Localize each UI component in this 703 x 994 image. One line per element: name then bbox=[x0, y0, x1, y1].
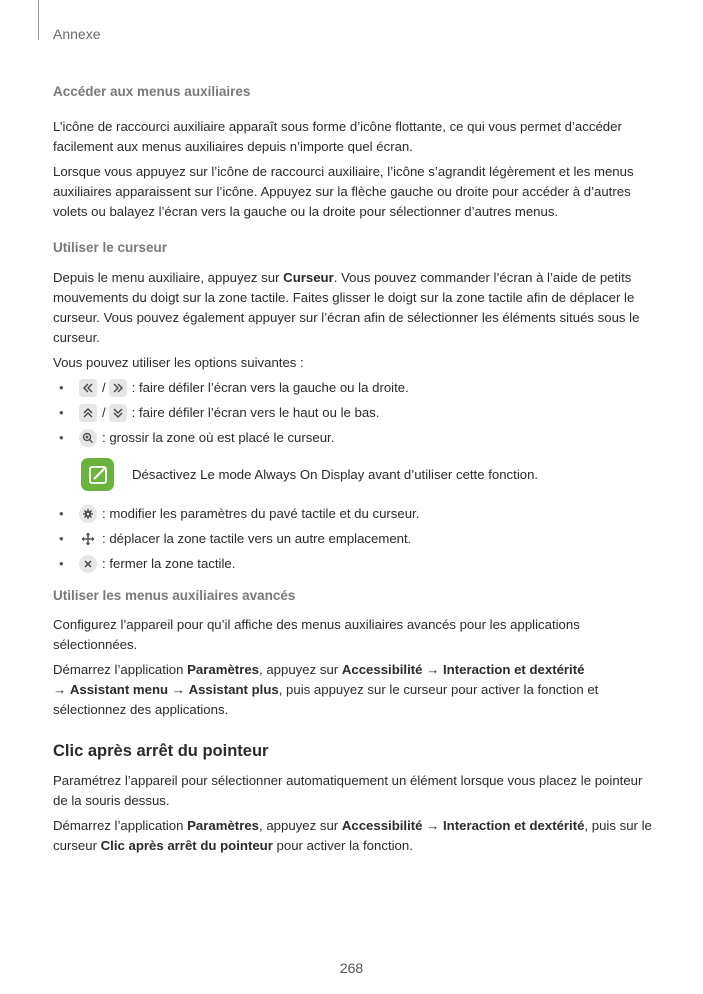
text: pour activer la fonction. bbox=[272, 838, 413, 853]
move-icon bbox=[79, 530, 97, 548]
right-arrows-icon bbox=[109, 379, 127, 397]
list-item-text: : faire défiler l’écran vers la gauche ou la droite. bbox=[131, 380, 409, 395]
note-icon bbox=[81, 458, 114, 491]
list-item bbox=[53, 403, 653, 423]
bold-term: Paramètres bbox=[187, 818, 259, 833]
arrow: → bbox=[53, 682, 70, 697]
paragraph bbox=[53, 816, 653, 856]
list-item bbox=[53, 529, 653, 549]
list-item bbox=[53, 378, 653, 398]
text: , appuyez sur bbox=[259, 818, 342, 833]
bullet: • bbox=[59, 506, 64, 521]
bold-term: Interaction et dextérité bbox=[443, 662, 585, 677]
paragraph: L’icône de raccourci auxiliaire apparaît sous forme d’icône flottante, ce qui vous permet d’accéder facilement aux menus auxiliaires depuis n’importe quel écran. bbox=[53, 119, 622, 154]
text: . Vous pouvez commander l’écran à l’aide de petits mouvements du doigt sur la zone tactile. Faites glisser le doigt sur la zone tactile afin de déplacer le curseur. Vous pouvez également appuyer sur l’écran afin de sélectionner les éléments situés sous le curseur. bbox=[53, 270, 640, 345]
bullet: • bbox=[59, 531, 64, 546]
arrow: → bbox=[168, 682, 189, 697]
list-item-text: : grossir la zone où est placé le curseur. bbox=[102, 430, 335, 445]
paragraph bbox=[53, 660, 653, 720]
close-icon bbox=[79, 555, 97, 573]
list-item-text: : déplacer la zone tactile vers un autre emplacement. bbox=[102, 531, 412, 546]
margin-rule bbox=[38, 0, 39, 40]
paragraph bbox=[53, 268, 653, 348]
note-text: Désactivez Le mode Always On Display avant d’utiliser cette fonction. bbox=[132, 466, 539, 482]
bold-term: Assistant plus bbox=[188, 682, 279, 697]
page-content bbox=[53, 84, 653, 856]
gear-icon bbox=[79, 505, 97, 523]
text: Depuis le menu auxiliaire, appuyez sur bbox=[53, 270, 284, 285]
page-header: Annexe bbox=[53, 26, 101, 42]
page-number: 268 bbox=[339, 960, 364, 976]
up-arrows-icon bbox=[79, 404, 97, 422]
text: , appuyez sur bbox=[259, 662, 342, 677]
zoom-icon bbox=[79, 429, 97, 447]
slash: / bbox=[102, 405, 106, 420]
bullet: • bbox=[59, 556, 64, 571]
bold-term: Accessibilité bbox=[341, 818, 423, 833]
list-item bbox=[53, 554, 653, 574]
text: Démarrez l’application bbox=[53, 818, 188, 833]
paragraph: Configurez l’appareil pour qu’il affiche des menus auxiliaires avancés pour les applications sélectionnées. bbox=[53, 617, 580, 652]
paragraph: Paramétrez l’appareil pour sélectionner automatiquement un élément lorsque vous placez le pointeur de la souris dessus. bbox=[53, 773, 643, 808]
note-box bbox=[53, 458, 653, 491]
bullet: • bbox=[59, 380, 64, 395]
list-item-text: : faire défiler l’écran vers le haut ou le bas. bbox=[131, 405, 380, 420]
list-item-text: : fermer la zone tactile. bbox=[102, 556, 236, 571]
bold-term: Accessibilité bbox=[341, 662, 423, 677]
list-item bbox=[53, 504, 653, 524]
arrow: → bbox=[422, 818, 443, 833]
bold-term: Assistant menu bbox=[69, 682, 169, 697]
text: , puis sur le curseur bbox=[53, 818, 652, 853]
paragraph: Lorsque vous appuyez sur l’icône de raccourci auxiliaire, l’icône s’agrandit légèrement et les menus auxiliaires apparaissent sur l’icône. Appuyez sur la flèche gauche ou droite pour accéder à d’autres volets ou balayez l’écran vers la gauche ou la droite pour sélectionner d’autres menus. bbox=[53, 164, 634, 219]
section-title-cursor: Utiliser le curseur bbox=[53, 240, 168, 255]
list-item-text: : modifier les paramètres du pavé tactile et du curseur. bbox=[102, 506, 420, 521]
arrow: → bbox=[422, 662, 443, 677]
section-title-dwell-click: Clic après arrêt du pointeur bbox=[53, 742, 269, 760]
text: Démarrez l’application bbox=[53, 662, 188, 677]
text: , puis appuyez sur le curseur pour activer la fonction et sélectionnez des applications. bbox=[53, 682, 599, 717]
bold-term: Interaction et dextérité bbox=[443, 818, 585, 833]
list-item bbox=[53, 428, 653, 448]
slash: / bbox=[102, 380, 106, 395]
section-title-advanced-menus: Utiliser les menus auxiliaires avancés bbox=[53, 588, 296, 603]
bold-term: Paramètres bbox=[187, 662, 259, 677]
bold-term: Clic après arrêt du pointeur bbox=[100, 838, 273, 853]
bullet: • bbox=[59, 405, 64, 420]
paragraph: Vous pouvez utiliser les options suivantes : bbox=[53, 355, 304, 370]
bold-term: Curseur bbox=[283, 270, 334, 285]
bullet: • bbox=[59, 430, 64, 445]
down-arrows-icon bbox=[109, 404, 127, 422]
section-title-auxiliary-menus: Accéder aux menus auxiliaires bbox=[53, 84, 251, 99]
left-arrows-icon bbox=[79, 379, 97, 397]
